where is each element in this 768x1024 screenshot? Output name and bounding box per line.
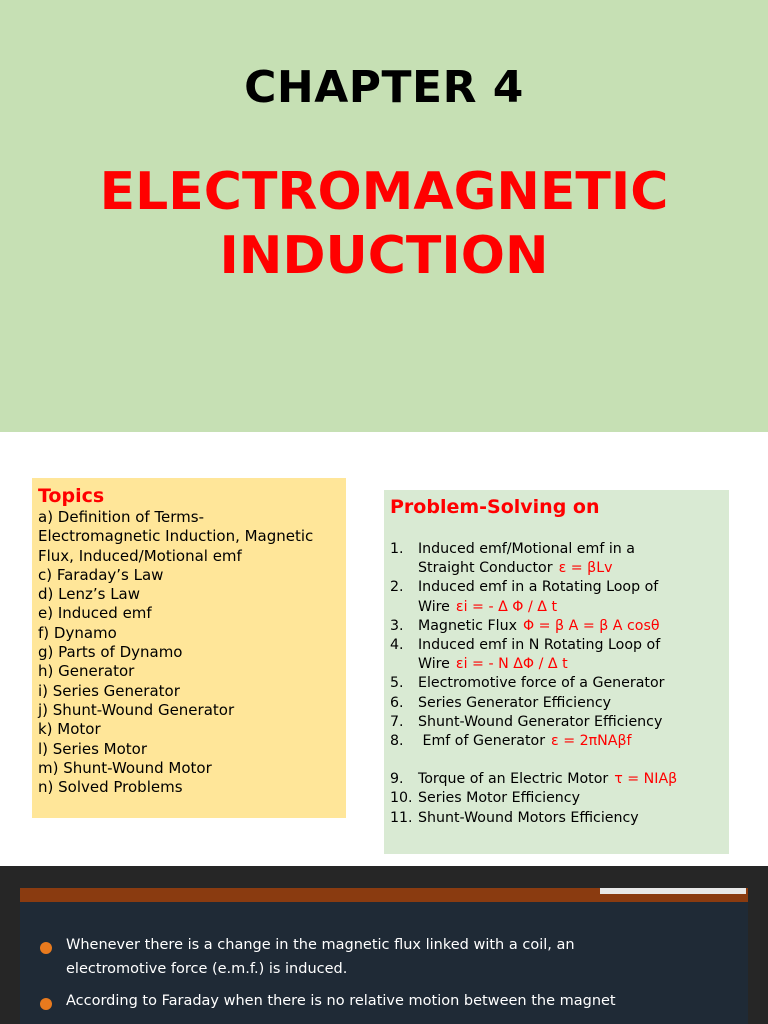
list-item: 6. Series Generator Efficiency — [390, 694, 612, 711]
list-item: 3. Magnetic Flux Φ = β A = β A cosθ — [390, 617, 660, 634]
list-item: m) Shunt-Wound Motor — [38, 758, 212, 777]
bullet-icon — [40, 998, 52, 1010]
list-item: 5. Electromotive force of a Generator — [390, 675, 665, 692]
list-item: 10. Series Motor Efficiency — [390, 790, 580, 807]
problems-list — [390, 540, 729, 828]
slide-badge — [600, 888, 746, 894]
video-frame — [0, 866, 768, 1024]
header-band — [0, 0, 768, 432]
list-item: j) Shunt-Wound Generator — [38, 700, 235, 719]
list-item: g) Parts of Dynamo — [38, 643, 183, 662]
chapter-title: CHAPTER 4 — [244, 62, 524, 113]
formula: εi = - N ΔΦ / Δ t — [455, 656, 568, 673]
slide-text: electromotive force (e.m.f.) is induced. — [66, 961, 348, 977]
list-item: i) Series Generator — [38, 681, 180, 700]
list-item: c) Faraday’s Law — [38, 565, 164, 584]
list-item: 1. Induced emf/Motional emf in a Straight Conductor ε = βLv — [390, 541, 635, 577]
list-gap — [390, 751, 729, 770]
list-item: Flux, Induced/Motional emf — [38, 546, 242, 565]
main-title — [0, 160, 768, 288]
topics-heading: Topics — [38, 485, 105, 507]
slide-title-bar — [20, 888, 748, 902]
list-item: e) Induced emf — [38, 604, 152, 623]
slide-text: Whenever there is a change in the magnetic flux linked with a coil, an — [66, 937, 575, 953]
list-item: a) Definition of Terms- — [38, 508, 205, 526]
list-item: d) Lenz’s Law — [38, 585, 141, 604]
formula: ε = βLv — [558, 560, 613, 577]
list-item: l) Series Motor — [38, 739, 148, 758]
slide-text: According to Faraday when there is no relative motion between the magnet — [66, 993, 616, 1009]
topics-box — [32, 478, 346, 818]
list-item: 9. Torque of an Electric Motor τ = NIAβ — [390, 771, 678, 788]
list-item: 11. Shunt-Wound Motors Efficiency — [390, 809, 639, 826]
formula: εi = - Δ Φ / Δ t — [455, 598, 558, 615]
problems-heading: Problem-Solving on — [390, 496, 600, 518]
problems-box — [384, 490, 729, 854]
list-item: 7. Shunt-Wound Generator Efficiency — [390, 713, 663, 730]
main-title-line1: ELECTROMAGNETIC — [99, 162, 669, 222]
list-item: 8. Emf of Generator ε = 2πNAβf — [390, 733, 632, 750]
list-item: k) Motor — [38, 720, 101, 739]
list-item: Electromagnetic Induction, Magnetic — [38, 527, 314, 546]
formula: ε = 2πNAβf — [551, 733, 632, 750]
main-title-line2: INDUCTION — [219, 226, 549, 286]
list-item: f) Dynamo — [38, 623, 117, 642]
formula: τ = NIAβ — [614, 771, 678, 788]
list-item: 2. Induced emf in a Rotating Loop of Wire εi = - Δ Φ / Δ t — [390, 579, 659, 615]
list-item: h) Generator — [38, 662, 135, 681]
list-item: 4. Induced emf in N Rotating Loop of Wire εi = - N ΔΦ / Δ t — [390, 637, 661, 673]
topics-list — [38, 508, 346, 797]
bullet-icon — [40, 942, 52, 954]
video-slide — [20, 888, 748, 1024]
formula: Φ = β A = β A cosθ — [522, 617, 660, 634]
list-item: n) Solved Problems — [38, 778, 183, 797]
